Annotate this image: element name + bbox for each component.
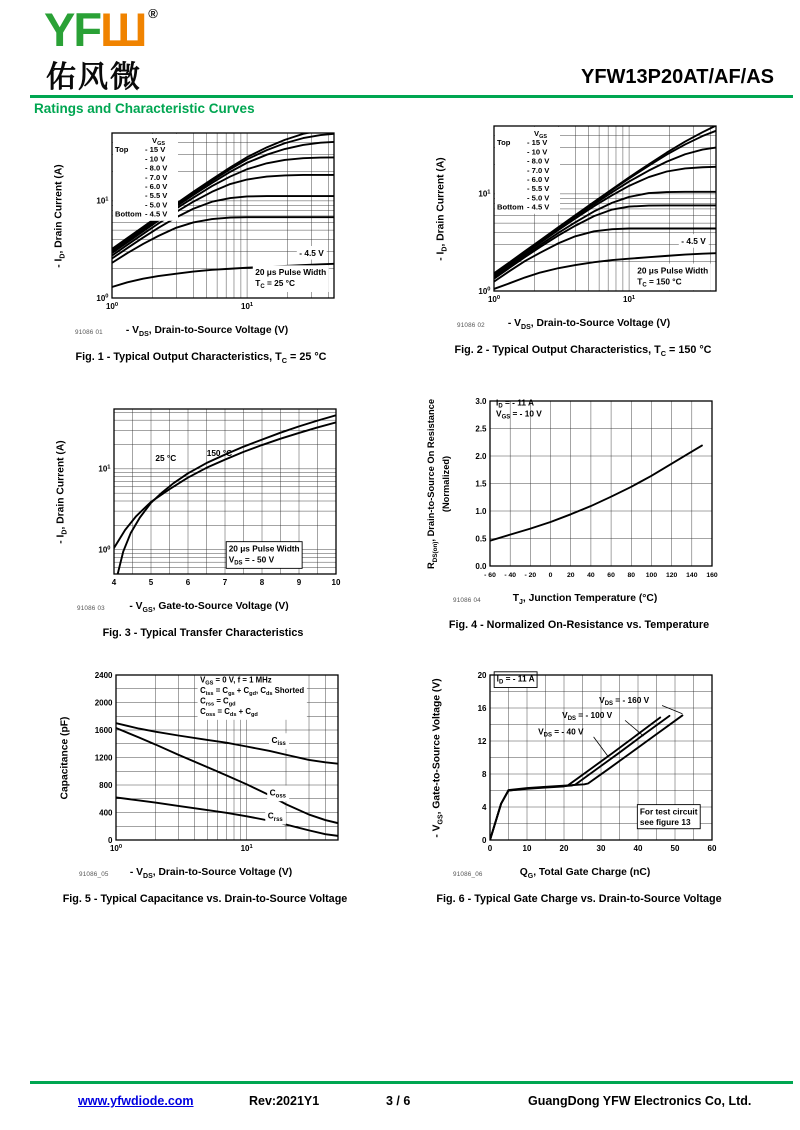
svg-text:100: $10^0$ [487,294,501,304]
figure-caption: Fig. 4 - Normalized On-Resistance vs. Temperature [448,619,710,632]
svg-text:101: $10^1$ [478,189,491,199]
x-axis-label: $T_J$, Junction Temperature (°C) [512,593,658,607]
svg-text:10: 10 [522,844,532,853]
svg-text:Coss: $C_{oss}$ [269,787,286,800]
svg-text:101: $10^1$ [240,843,253,853]
y-axis-label: - $I_D$, Drain Current (A) [435,157,449,261]
data-series [116,723,338,836]
figure-watermark: 91086 01 [75,329,103,336]
svg-text:VDS = - 50 V: $V_{DS}$ = - 50 V [228,554,275,567]
figure-caption: Fig. 2 - Typical Output Characteristics, $T_C = 150$ °C [454,344,712,359]
svg-text:60: 60 [707,844,717,853]
svg-text:2400: 2400 [94,670,113,680]
figure-5 [52,670,348,905]
annotation [635,264,711,291]
logo-yf-text: YF [44,3,101,56]
svg-text:2.5: 2.5 [475,424,487,434]
figure-1 [48,128,344,365]
figure-3 [50,404,346,639]
figure-caption: Fig. 6 - Typical Gate Charge vs. Drain-to-Source Voltage [436,893,722,906]
svg-text:VGS = 0 V, f = 1 MHz: $V_{GS} = 0$ V, f = 1 MHz [200,675,272,687]
svg-text:20: 20 [477,670,487,680]
svg-text:see figure 13: see figure 13 [639,816,691,827]
gridlines [114,409,336,574]
revision-label: Rev:2021Y1 [249,1094,320,1108]
svg-text:100: $10^0$ [109,843,123,853]
svg-text:- 10 V: - 10 V [145,154,166,164]
svg-text:140: 140 [686,572,698,579]
svg-text:25 °C: 25 °C [155,453,177,464]
tick-labels [475,397,718,579]
svg-text:Ciss: $C_{iss}$ [271,735,286,748]
svg-text:800: 800 [99,780,113,790]
figure-watermark: 91086 04 [453,597,481,604]
annotation [637,805,700,829]
svg-text:- 10 V: - 10 V [527,147,548,157]
svg-text:20 μs Pulse Width: 20 μs Pulse Width [255,267,327,278]
svg-text:101: $10^1$ [241,301,254,311]
figure-caption: Fig. 5 - Typical Capacitance vs. Drain-to-Source Voltage [62,893,348,906]
svg-text:1.5: 1.5 [475,479,487,489]
svg-text:- 7.0 V: - 7.0 V [145,172,168,182]
svg-text:6: 6 [185,578,191,587]
legend [113,134,178,221]
figure-watermark: 91086_06 [453,871,483,878]
x-axis-label: - $V_{GS}$, Gate-to-Source Voltage (V) [129,601,289,615]
fig1-plot [74,128,340,324]
svg-text:8: 8 [482,769,487,779]
svg-text:- 8.0 V: - 8.0 V [145,163,168,173]
figure-watermark: 91086_05 [79,871,109,878]
svg-text:10: 10 [331,578,341,587]
svg-text:80: 80 [627,572,636,579]
svg-text:- 4.5 V: - 4.5 V [145,209,168,219]
svg-text:400: 400 [99,808,113,818]
annotation [253,265,329,292]
svg-text:20 μs Pulse Width: 20 μs Pulse Width [637,265,709,276]
svg-text:For test circuit: For test circuit [639,806,698,817]
annotation [679,234,709,248]
svg-text:20: 20 [559,844,569,853]
header-rule [30,95,793,98]
y-axis-label: Capacitance (pF) [59,716,71,800]
svg-text:101: $10^1$ [623,294,636,304]
svg-text:100: $10^0$ [96,293,109,303]
svg-text:- 60: - 60 [484,572,496,579]
series-crss [116,797,338,836]
part-number: YFW13P20AT/AF/AS [581,66,774,88]
annotation [198,674,307,720]
svg-text:Crss = Cgd: $C_{rss} = C_{gd}$ [200,696,236,708]
fig3-plot [76,404,342,600]
svg-text:100: 100 [645,572,658,579]
svg-text:VGS: $V_{GS}$ [152,136,165,147]
fig5-plot [78,670,344,866]
series-rds-on-normalized [490,446,702,541]
svg-text:4: 4 [111,578,117,587]
y-axis-label: - $I_D$, Drain Current (A) [55,440,69,544]
svg-text:0: 0 [482,835,487,845]
svg-text:100: $10^0$ [98,545,111,555]
svg-text:120: 120 [665,572,678,579]
svg-text:- 6.0 V: - 6.0 V [527,175,550,184]
svg-text:0.0: 0.0 [475,561,487,571]
figure-6 [426,670,722,905]
company-logo [44,3,158,56]
svg-text:- 40: - 40 [504,572,517,579]
svg-text:- 15 V: - 15 V [527,138,548,148]
svg-text:20 μs Pulse Width: 20 μs Pulse Width [228,543,300,554]
svg-text:7: 7 [222,578,228,587]
annotation [267,786,289,802]
svg-text:50: 50 [670,844,680,853]
x-axis-label: - $V_{DS}$, Drain-to-Source Voltage (V) [507,318,671,332]
svg-text:- 4.5 V: - 4.5 V [527,202,550,212]
svg-text:8: 8 [259,578,265,587]
svg-text:- 6.0 V: - 6.0 V [145,182,168,191]
annotation [297,246,327,260]
figure-2 [430,121,726,358]
svg-text:ID = - 11 A: $I_D$ = - 11 A [496,673,535,686]
svg-text:5: 5 [148,578,154,587]
footer-rule [30,1081,793,1084]
svg-text:150 °C: 150 °C [206,447,233,458]
y-axis-label: $R_{DS(on)}$, Drain-to-Source On Resistance (Normalized) [426,399,451,570]
svg-text:- 20: - 20 [524,572,537,579]
svg-text:16: 16 [477,703,487,713]
svg-text:VGS = - 10 V: $V_{GS}$ = - 10 V [496,408,542,421]
svg-text:0.5: 0.5 [475,534,487,544]
svg-text:100: $10^0$ [478,286,491,296]
svg-text:1.0: 1.0 [475,506,487,516]
figure-4 [426,396,722,631]
annotation [265,809,286,825]
figure-watermark: 91086 03 [77,605,105,612]
svg-text:3.0: 3.0 [475,396,487,406]
svg-text:2.0: 2.0 [475,451,487,461]
svg-text:Top: Top [115,145,129,155]
data-series [490,446,702,541]
svg-text:1600: 1600 [94,725,113,735]
svg-text:Bottom: Bottom [115,209,142,219]
svg-text:12: 12 [477,736,487,746]
svg-text:VDS = - 160 V: $V_{DS}$ = - 160 V [599,695,650,708]
website-link[interactable]: www.yfwdiode.com [78,1094,194,1108]
section-title: Ratings and Characteristic Curves [34,101,255,116]
svg-text:- 5.5 V: - 5.5 V [527,184,550,194]
svg-text:VDS = - 100 V: $V_{DS}$ = - 100 V [562,709,613,722]
svg-text:ID = - 11 A: $I_D$ = - 11 A [496,397,534,410]
y-axis-label: - $I_D$, Drain Current (A) [53,164,67,268]
svg-text:- 4.5 V: - 4.5 V [681,235,706,246]
page-number: 3 / 6 [386,1094,411,1108]
x-axis-label: - $V_{DS}$, Drain-to-Source Voltage (V) [125,325,289,339]
svg-text:TC = 25 °C: $T_C = 25$ °C [255,278,295,291]
annotation [207,448,232,458]
svg-text:- 5.0 V: - 5.0 V [527,193,550,203]
svg-text:- 5.5 V: - 5.5 V [145,191,168,201]
annotation [226,542,302,569]
fig2-plot [456,121,722,317]
annotation [155,453,176,463]
svg-text:40: 40 [587,572,595,579]
svg-text:- 5.0 V: - 5.0 V [145,200,168,210]
fig6-plot [452,670,718,866]
svg-text:30: 30 [596,844,606,853]
figure-caption: Fig. 3 - Typical Transfer Characteristics [102,627,304,640]
x-axis-label: - $V_{DS}$, Drain-to-Source Voltage (V) [129,867,293,881]
annotation [494,672,537,688]
registered-trademark-icon: ® [148,6,158,21]
svg-text:Ciss = Cgs + Cgd, Cds Shorted: $C_{iss} = C_{gs} + C_{gd}$, $C_{ds}$ Shorted [200,686,305,698]
svg-text:9: 9 [296,578,302,587]
svg-text:Bottom: Bottom [497,202,524,212]
svg-text:100: $10^0$ [105,301,119,311]
svg-text:4: 4 [482,802,487,812]
svg-text:160: 160 [706,572,718,579]
annotation [269,733,289,749]
figure-caption: Fig. 1 - Typical Output Characteristics, $T_C = 25$ °C [75,351,327,366]
figure-watermark: 91086 02 [457,322,485,329]
svg-text:101: $10^1$ [96,196,109,206]
legend [495,127,560,214]
svg-text:- 7.0 V: - 7.0 V [527,165,550,175]
fig4-plot [452,396,718,592]
svg-text:- 15 V: - 15 V [145,145,166,155]
svg-text:0: 0 [487,844,493,853]
svg-text:0: 0 [548,572,553,579]
svg-text:VDS = - 40 V: $V_{DS}$ = - 40 V [538,726,584,739]
svg-text:60: 60 [607,572,615,579]
svg-text:0: 0 [108,835,113,845]
company-name-chinese: 佑风微 [46,61,142,94]
svg-text:Top: Top [497,138,511,148]
svg-text:TC = 150 °C: $T_C = 150$ °C [637,276,682,289]
svg-text:2000: 2000 [94,698,113,708]
svg-text:Crss: $C_{rss}$ [267,810,283,823]
x-axis-label: $Q_G$, Total Gate Charge (nC) [519,867,651,881]
y-axis-label: - $V_{GS}$, Gate-to-Source Voltage (V) [431,678,445,838]
svg-text:VGS: $V_{GS}$ [534,129,547,140]
logo-w-glyph: Ш [100,3,147,56]
svg-text:- 4.5 V: - 4.5 V [299,247,324,258]
svg-text:1200: 1200 [94,753,113,763]
svg-text:101: $10^1$ [98,464,111,474]
svg-text:- 8.0 V: - 8.0 V [527,156,550,166]
svg-text:Coss = Cds + Cgd: $C_{oss} = C_{ds} + C_{gd}$ [200,707,258,719]
company-name: GuangDong YFW Electronics Co, Ltd. [528,1094,752,1108]
svg-text:20: 20 [566,572,575,579]
svg-text:40: 40 [633,844,643,853]
gridlines [490,401,712,566]
